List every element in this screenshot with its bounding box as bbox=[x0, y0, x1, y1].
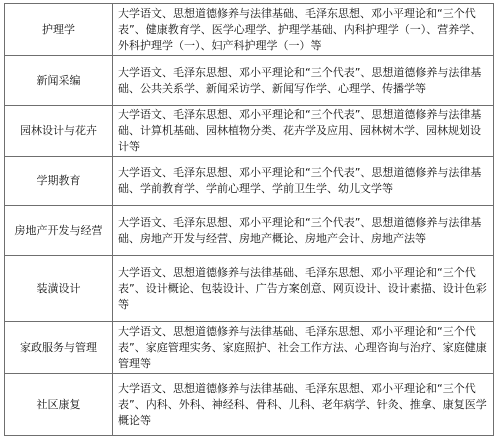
table-row bbox=[5, 322, 494, 374]
table-row bbox=[5, 256, 494, 322]
course-list: 大学语文、思想道德修养与法律基础、毛泽东思想、邓小平理论和“三个代表”、设计概论、包装设计、广告方案创意、网页设计、设计素描、设计色彩等 bbox=[113, 256, 494, 322]
table-row bbox=[5, 374, 494, 436]
course-list: 大学语文、思想道德修养与法律基础、毛泽东思想、邓小平理论和“三个代表”、内科、外科、神经科、骨科、儿科、老年病学、针灸、推拿、康复医学概论等 bbox=[113, 374, 494, 436]
table-row bbox=[5, 106, 494, 157]
major-name: 社区康复 bbox=[5, 374, 113, 436]
major-name: 房地产开发与经营 bbox=[5, 206, 113, 256]
table-row bbox=[5, 56, 494, 106]
major-name: 学期教育 bbox=[5, 157, 113, 206]
major-name: 园林设计与花卉 bbox=[5, 106, 113, 157]
major-name: 新闻采编 bbox=[5, 56, 113, 106]
major-name: 家政服务与管理 bbox=[5, 322, 113, 374]
table-row bbox=[5, 157, 494, 206]
course-list: 大学语文、毛泽东思想、邓小平理论和“三个代表”、思想道德修养与法律基础、学前教育学、学前心理学、学前卫生学、幼儿文学等 bbox=[113, 157, 494, 206]
course-list: 大学语文、毛泽东思想、邓小平理论和“三个代表”、思想道德修养与法律基础、计算机基础、园林植物分类、花卉学及应用、园林树木学、园林规划设计等 bbox=[113, 106, 494, 157]
major-name: 装潢设计 bbox=[5, 256, 113, 322]
major-name: 护理学 bbox=[5, 4, 113, 56]
course-list: 大学语文、思想道德修养与法律基础、毛泽东思想、邓小平理论和“三个代表”、健康教育学、医学心理学、护理学基础、内科护理学（一）、营养学、外科护理学（一）、妇产科护理学（一）等 bbox=[113, 4, 494, 56]
course-list: 大学语文、思想道德修养与法律基础、毛泽东思想、邓小平理论和“三个代表”、家庭管理实务、家庭照护、社会工作方法、心理咨询与治疗、家庭健康管理等 bbox=[113, 322, 494, 374]
course-list: 大学语文、毛泽东思想、邓小平理论和“三个代表”、思想道德修养与法律基础、公共关系学、新闻采访学、新闻写作学、心理学、传播学等 bbox=[113, 56, 494, 106]
curriculum-table bbox=[4, 3, 494, 436]
table-row bbox=[5, 4, 494, 56]
course-list: 大学语文、毛泽东思想、邓小平理论和“三个代表”、思想道德修养与法律基础、房地产开发与经营、房地产概论、房地产会计、房地产法等 bbox=[113, 206, 494, 256]
table-row bbox=[5, 206, 494, 256]
